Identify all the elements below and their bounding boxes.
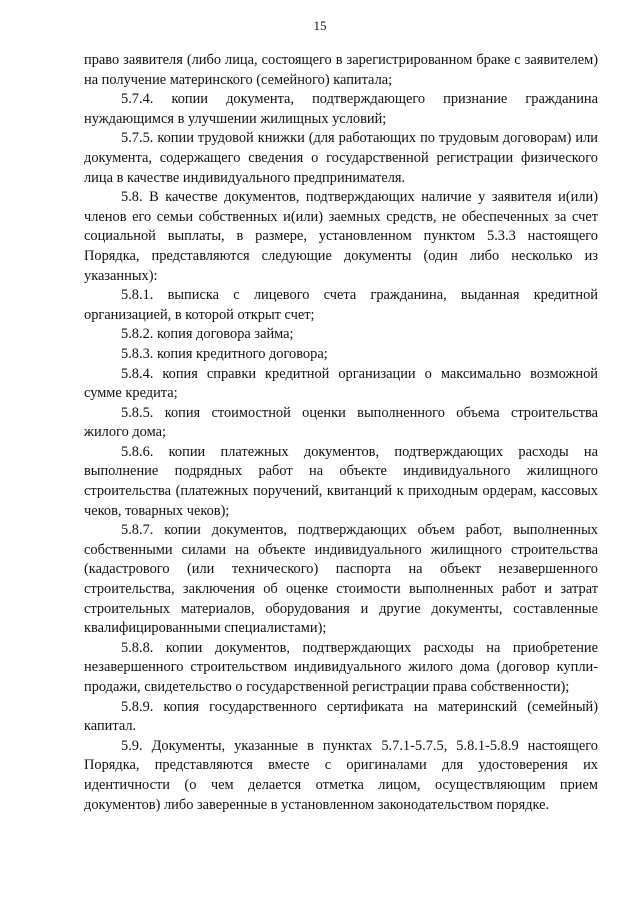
paragraph-5-7-4: 5.7.4. копии документа, подтверждающего признание гражданина нуждающимся в улучшении жилищных условий; (84, 91, 598, 127)
paragraph-5-8-4: 5.8.4. копия справки кредитной организации о максимально возможной сумме кредита; (84, 365, 598, 402)
page-number: 15 (313, 18, 327, 33)
paragraph-5-8-8: 5.8.8. копии документов, подтверждающих расходы на приобретение незавершенного строительством индивидуального жилого дома (договор купли-продажи, свидетельство о государственной регистрации права собственности); (84, 639, 598, 695)
paragraph-5-8-5: 5.8.5. копия стоимостной оценки выполненного объема строительства жилого дома; (84, 404, 598, 441)
paragraph-5-8: 5.8. В качестве документов, подтверждающих наличие у заявителя и(или) членов его семьи собственных и(или) заемных средств, не обеспеченных за счет социальной выплаты, в размере, установленном пунктом 5.3.3 настоящего Порядка, представляются следующие документы (один либо несколько из указанных): (84, 189, 598, 284)
paragraph-5-8-3: 5.8.3. копия кредитного договора; (121, 345, 328, 362)
paragraph-5-8-1: 5.8.1. выписка с лицевого счета гражданина, выданная кредитной организацией, в которой открыт счет; (84, 287, 598, 323)
paragraph-5-8-7: 5.8.7. копии документов, подтверждающих объем работ, выполненных собственными силами на объекте индивидуального жилищного строительства (кадастрового (или технического) паспорта на объект незавершенного строительства, заключения об оценке стоимости выполненных работ и затрат строительных материалов, оборудования и другие документы, составленные квалифицированными специалистами); (84, 522, 598, 637)
paragraph-5-7-5: 5.7.5. копии трудовой книжки (для работающих по трудовым договорам) или документа, содержащего сведения о государственной регистрации физического лица в качестве индивидуального предпринимателя. (84, 130, 598, 186)
paragraph-5-8-2: 5.8.2. копия договора займа; (121, 326, 294, 343)
paragraph-continuation: право заявителя (либо лица, состоящего в зарегистрированном браке с заявителем) на получение материнского (семейного) капитала; (84, 52, 598, 88)
paragraph-5-9: 5.9. Документы, указанные в пунктах 5.7.1-5.7.5, 5.8.1-5.8.9 настоящего Порядка, представляются вместе с оригиналами для удостоверения их идентичности (о чем делается отметка лицом, осуществляющим прием документов) либо заверенные в установленном законодательством порядке. (84, 737, 598, 813)
document-body (84, 51, 598, 815)
paragraph-5-8-9: 5.8.9. копия государственного сертификата на материнский (семейный) капитал. (84, 698, 598, 735)
paragraph-5-8-6: 5.8.6. копии платежных документов, подтверждающих расходы на выполнение подрядных работ на объекте индивидуального жилищного строительства (платежных поручений, квитанций к приходным ордерам, кассовых чеков, товарных чеков); (84, 443, 598, 519)
